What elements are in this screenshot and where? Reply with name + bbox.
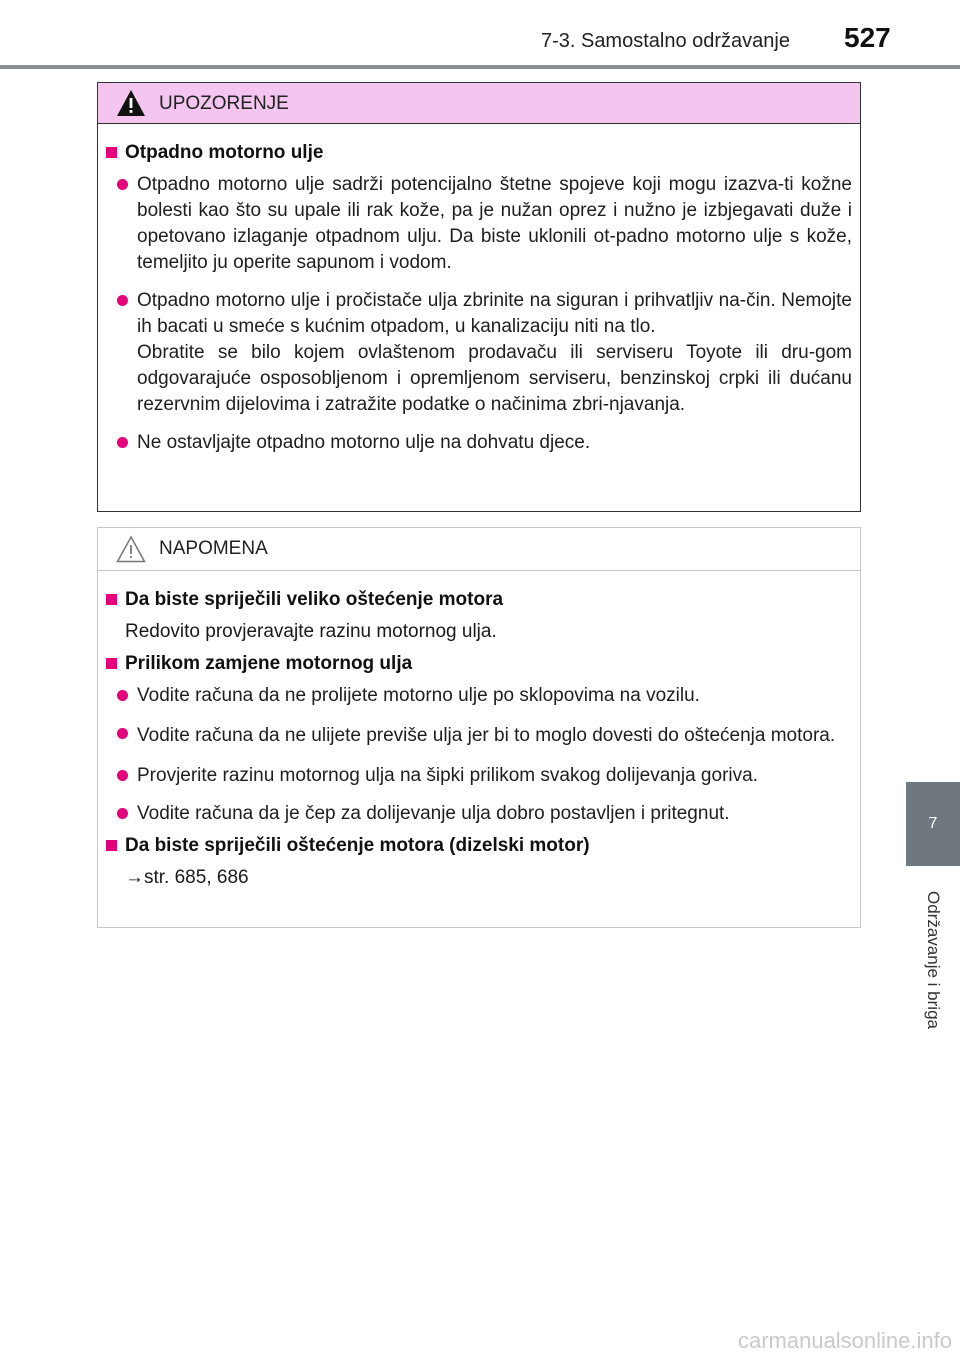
warning-bullet bbox=[117, 172, 852, 276]
warning-header bbox=[98, 83, 860, 124]
notice-bullet bbox=[117, 763, 852, 789]
warning-title: UPOZORENJE bbox=[159, 93, 289, 114]
warning-bullet-text: Otpadno motorno ulje i pročistače ulja zbrinite na siguran i prihvatljiv na-čin. Nemojte ih bacati u smeće s kućnim otpadom, u kanalizaciju niti na tlo. bbox=[137, 290, 852, 337]
chapter-tab bbox=[906, 782, 960, 866]
chapter-title: Održavanje i briga bbox=[924, 891, 943, 1029]
notice-heading bbox=[106, 587, 852, 613]
page-reference-link[interactable]: →str. 685, 686 bbox=[125, 867, 249, 888]
notice-box bbox=[97, 527, 861, 928]
warning-box bbox=[97, 82, 861, 512]
notice-bullet bbox=[117, 683, 852, 709]
warning-triangle-icon bbox=[116, 89, 146, 117]
notice-title: NAPOMENA bbox=[159, 538, 268, 559]
caution-outline-triangle-icon bbox=[116, 535, 146, 563]
round-bullet-icon bbox=[117, 179, 128, 190]
square-bullet-icon bbox=[106, 658, 117, 669]
warning-bullet bbox=[117, 430, 852, 456]
header-divider bbox=[0, 65, 960, 69]
notice-bullet-text: Vodite računa da ne ulijete previše ulja jer bi to moglo dovesti do oštećenja motora. bbox=[137, 725, 836, 746]
section-title: 7-3. Samostalno održavanje bbox=[540, 30, 790, 52]
notice-bullet bbox=[117, 721, 852, 751]
square-bullet-icon bbox=[106, 840, 117, 851]
round-bullet-icon bbox=[117, 770, 128, 781]
warning-bullet-text: Ne ostavljajte otpadno motorno ulje na dohvatu djece. bbox=[137, 432, 591, 453]
notice-heading-text: Da biste spriječili veliko oštećenje motora bbox=[125, 589, 504, 610]
warning-bullet-block bbox=[137, 288, 852, 418]
notice-header bbox=[98, 528, 860, 571]
notice-heading bbox=[106, 833, 852, 859]
round-bullet-icon bbox=[117, 728, 128, 739]
warning-body bbox=[98, 124, 860, 456]
notice-heading-text: Da biste spriječili oštećenje motora (dizelski motor) bbox=[125, 835, 590, 856]
notice-heading-text: Prilikom zamjene motornog ulja bbox=[125, 653, 413, 674]
notice-heading bbox=[106, 651, 852, 677]
square-bullet-icon bbox=[106, 594, 117, 605]
round-bullet-icon bbox=[117, 690, 128, 701]
notice-bullet-text: Vodite računa da ne prolijete motorno ulje po sklopovima na vozilu. bbox=[137, 685, 700, 706]
round-bullet-icon bbox=[117, 808, 128, 819]
page-number: 527 bbox=[844, 22, 891, 53]
notice-bullet-text: Vodite računa da je čep za dolijevanje ulja dobro postavljen i pritegnut. bbox=[137, 803, 730, 824]
notice-body bbox=[98, 571, 860, 891]
warning-heading-text: Otpadno motorno ulje bbox=[125, 142, 324, 163]
warning-heading bbox=[106, 140, 852, 166]
round-bullet-icon bbox=[117, 295, 128, 306]
round-bullet-icon bbox=[117, 437, 128, 448]
warning-bullet-text: Otpadno motorno ulje sadrži potencijalno štetne spojeve koji mogu izazva-ti kožne bolesti kao što su upale ili rak kože, pa je nužan oprez i nužno je izbjegavati duže i opetovano izlaganje otpadnom ulju. Da biste uklonili ot-padno motorno ulje s kože, temeljito ju operite sapunom i vodom. bbox=[137, 174, 852, 273]
watermark: carmanualsonline.info bbox=[737, 1328, 952, 1353]
warning-bullet-text-extra: Obratite se bilo kojem ovlaštenom prodavaču ili serviseru Toyote ili dru-gom odgovarajuće osposobljenom i opremljenom serviseru, benzinskoj crpki ili dućanu rezervnim dijelovima i zatražite podatke o načinima zbri-njavanja. bbox=[137, 342, 852, 415]
warning-bullet bbox=[117, 288, 852, 418]
notice-bullet bbox=[117, 801, 852, 827]
chapter-number: 7 bbox=[928, 815, 938, 832]
notice-text: Redovito provjeravajte razinu motornog ulja. bbox=[125, 621, 497, 642]
notice-bullet-text: Provjerite razinu motornog ulja na šipki prilikom svakog dolijevanja goriva. bbox=[137, 765, 758, 786]
square-bullet-icon bbox=[106, 147, 117, 158]
